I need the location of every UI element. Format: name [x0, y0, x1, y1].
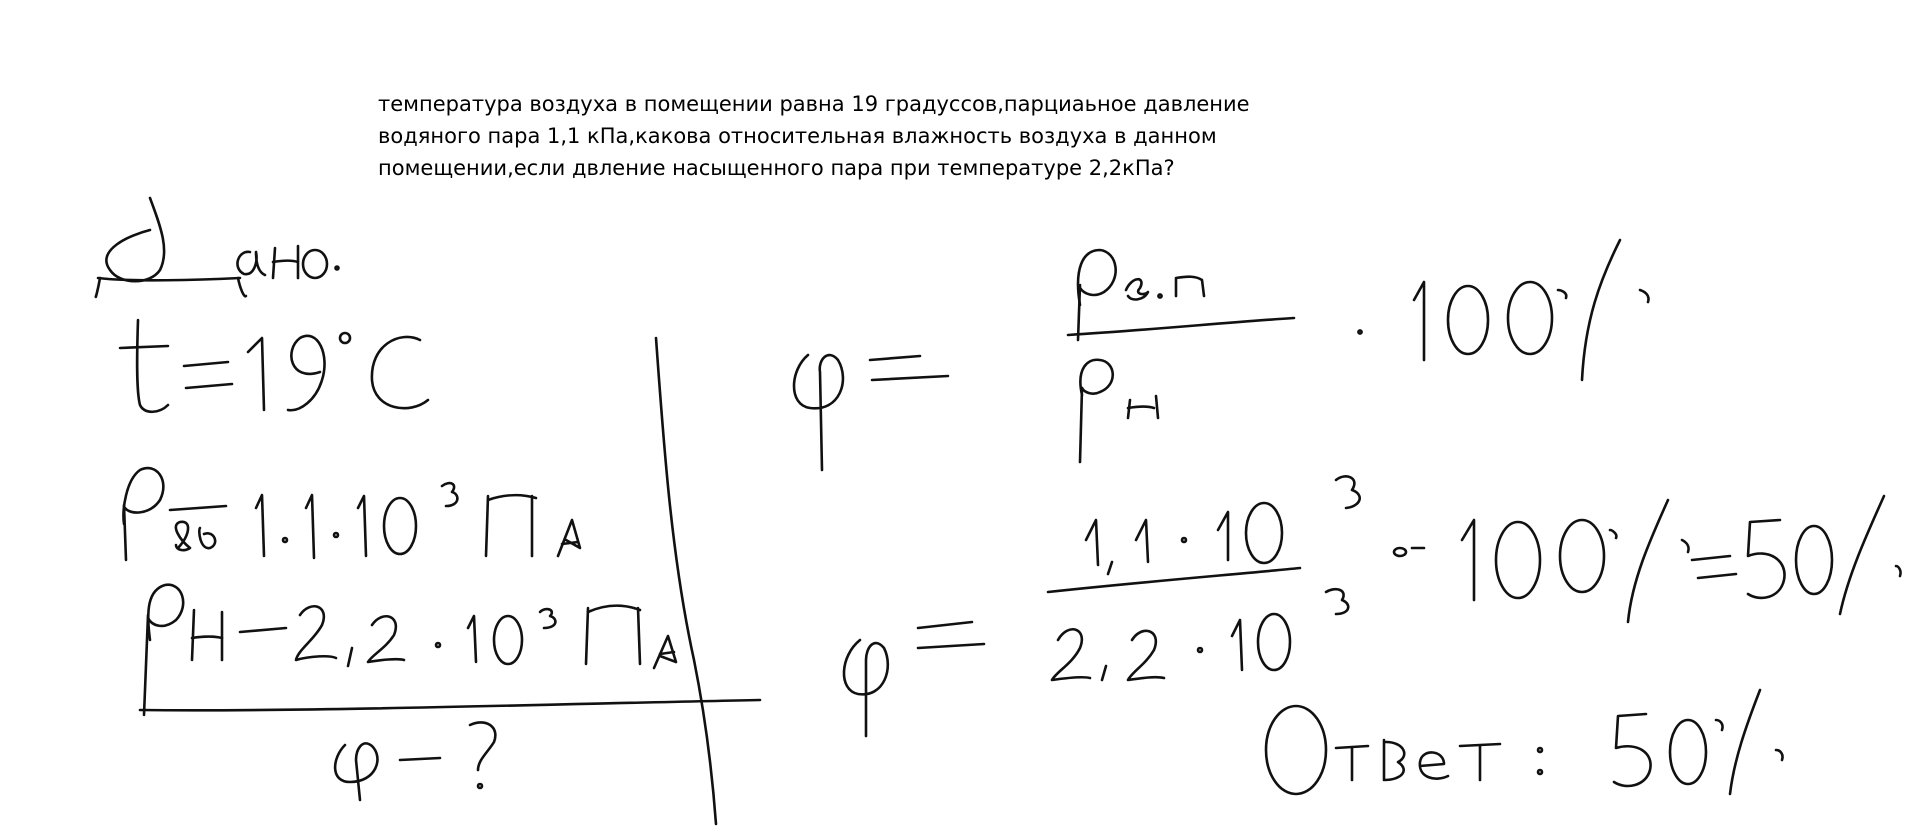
answer [1266, 690, 1783, 794]
given-underline [140, 700, 760, 710]
calculation [844, 476, 1901, 736]
given-saturated-pressure [144, 585, 676, 715]
given-temperature [120, 320, 428, 412]
unknown-phi [335, 722, 495, 800]
given-heading [96, 198, 339, 297]
given-divider [656, 338, 716, 824]
problem-line-1: температура воздуха в помещении равна 19 градуссов,парциаьное давление [378, 92, 1250, 116]
problem-line-3: помещении,если двление насыщенного пара при температуре 2,2кПа? [378, 156, 1175, 180]
problem-line-2: водяного пара 1,1 кПа,какова относительная влажность воздуха в данном [378, 124, 1217, 148]
given-partial-pressure [124, 468, 580, 560]
formula [794, 240, 1649, 470]
